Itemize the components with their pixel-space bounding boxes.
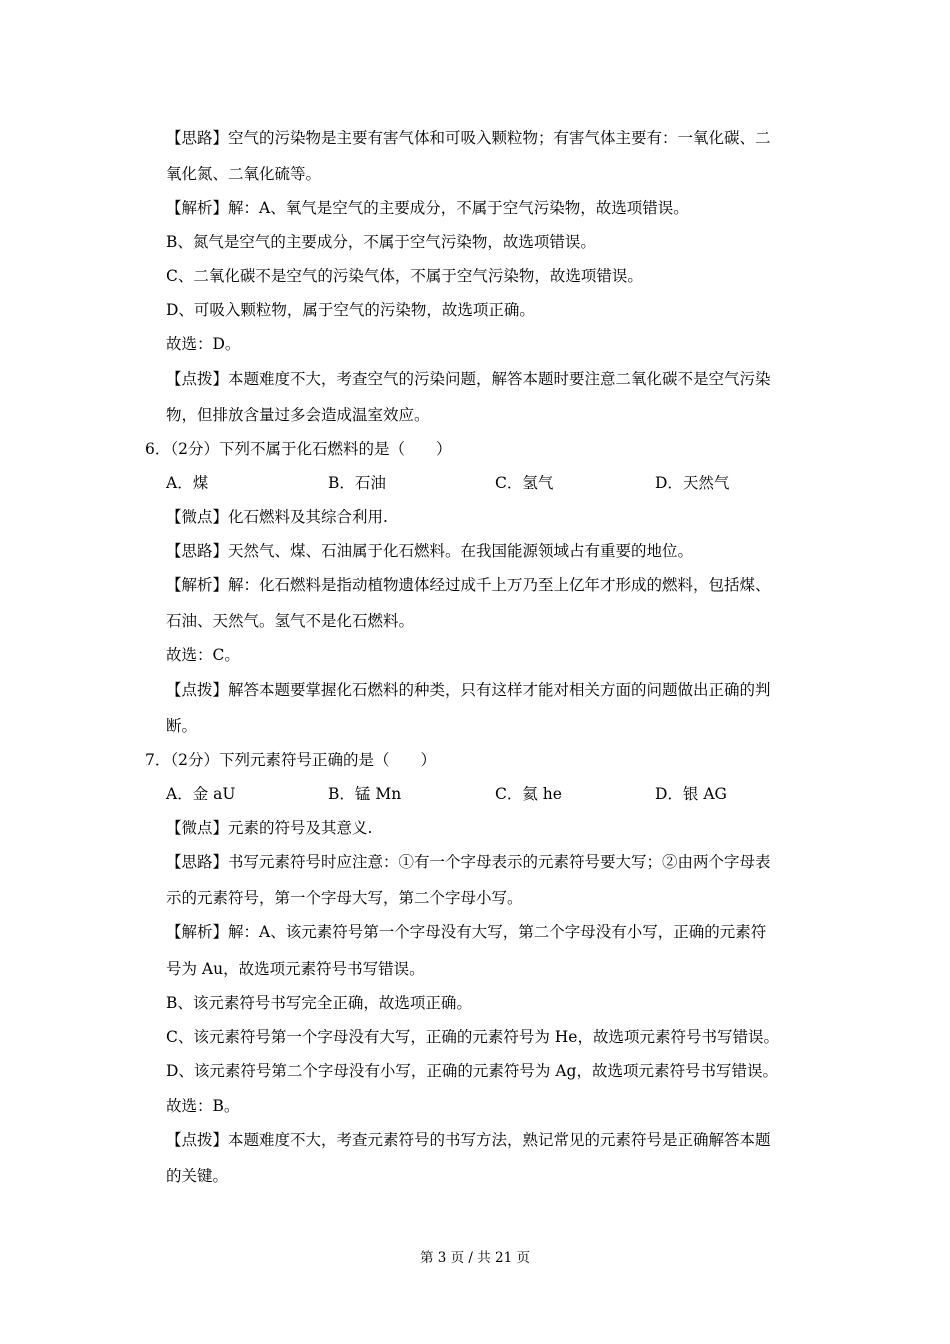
q5-dianbo-line-1: 【点拨】本题难度不大，考查空气的污染问题，解答本题时要注意二氧化碳不是空气污染 bbox=[166, 370, 771, 388]
q5-answer: 故选：D。 bbox=[166, 335, 241, 353]
q7-dianbo-line-2: 的关键。 bbox=[166, 1167, 229, 1185]
q6-options bbox=[166, 473, 806, 493]
q6-option-a: A．煤 bbox=[166, 474, 209, 492]
q7-silu-line-1: 【思路】书写元素符号时应注意：①有一个字母表示的元素符号要大写；②由两个字母表 bbox=[166, 853, 771, 871]
q7-jiexi-line-3: B、该元素符号书写完全正确，故选项正确。 bbox=[166, 994, 472, 1012]
q6-stem: 6．（2分）下列不属于化石燃料的是（ ） bbox=[145, 440, 452, 458]
q7-jiexi-line-2: 号为 Au，故选项元素符号书写错误。 bbox=[166, 960, 425, 978]
q5-jiexi-line-2: B、氮气是空气的主要成分，不属于空气污染物，故选项错误。 bbox=[166, 233, 596, 251]
q7-answer: 故选：B。 bbox=[166, 1097, 240, 1115]
page-footer: 第 3 页 / 共 21 页 bbox=[419, 1250, 531, 1266]
q5-silu-line-1: 【思路】空气的污染物是主要有害气体和可吸入颗粒物；有害气体主要有：一氧化碳、二 bbox=[166, 129, 771, 147]
q6-jiexi-line-1: 【解析】解：化石燃料是指动植物遗体经过成千上万乃至上亿年才形成的燃料，包括煤、 bbox=[166, 576, 771, 594]
q6-weidian: 【微点】化石燃料及其综合利用. bbox=[166, 508, 388, 526]
q5-dianbo-line-2: 物，但排放含量过多会造成温室效应。 bbox=[166, 406, 430, 424]
q6-option-c: C．氢气 bbox=[495, 474, 554, 492]
q6-dianbo-line-2: 断。 bbox=[166, 717, 198, 735]
q7-option-c: C．氦 he bbox=[495, 785, 562, 803]
q5-jiexi-line-3: C、二氧化碳不是空气的污染气体，不属于空气污染物，故选项错误。 bbox=[166, 267, 643, 285]
q7-dianbo-line-1: 【点拨】本题难度不大，考查元素符号的书写方法，熟记常见的元素符号是正确解答本题 bbox=[166, 1131, 771, 1149]
q7-options bbox=[166, 784, 806, 804]
q6-jiexi-line-2: 石油、天然气。氢气不是化石燃料。 bbox=[166, 612, 415, 630]
q5-jiexi-line-4: D、可吸入颗粒物，属于空气的污染物，故选项正确。 bbox=[166, 301, 535, 319]
q7-option-a: A．金 aU bbox=[166, 785, 236, 803]
q5-jiexi-line-1: 【解析】解：A、氧气是空气的主要成分，不属于空气污染物，故选项错误。 bbox=[166, 199, 689, 217]
q6-answer: 故选：C。 bbox=[166, 646, 240, 664]
q5-silu-line-2: 氧化氮、二氧化硫等。 bbox=[166, 165, 322, 183]
q7-silu-line-2: 示的元素符号，第一个字母大写，第二个字母小写。 bbox=[166, 889, 523, 907]
q6-silu: 【思路】天然气、煤、石油属于化石燃料。在我国能源领域占有重要的地位。 bbox=[166, 542, 694, 560]
q7-option-b: B．锰 Mn bbox=[328, 785, 402, 803]
q6-dianbo-line-1: 【点拨】解答本题要掌握化石燃料的种类，只有这样才能对相关方面的问题做出正确的判 bbox=[166, 681, 771, 699]
q7-jiexi-line-1: 【解析】解：A、该元素符号第一个字母没有大写，第二个字母没有小写，正确的元素符 bbox=[166, 923, 767, 941]
q6-option-b: B．石油 bbox=[328, 474, 386, 492]
q6-option-d: D．天然气 bbox=[655, 474, 730, 492]
q7-option-d: D．银 AG bbox=[655, 785, 727, 803]
q7-stem: 7．（2分）下列元素符号正确的是（ ） bbox=[145, 751, 436, 769]
q7-jiexi-line-5: D、该元素符号第二个字母没有小写，正确的元素符号为 Ag，故选项元素符号书写错误。 bbox=[166, 1062, 778, 1080]
q7-weidian: 【微点】元素的符号及其意义. bbox=[166, 819, 373, 837]
q7-jiexi-line-4: C、该元素符号第一个字母没有大写，正确的元素符号为 He，故选项元素符号书写错误。 bbox=[166, 1028, 779, 1046]
